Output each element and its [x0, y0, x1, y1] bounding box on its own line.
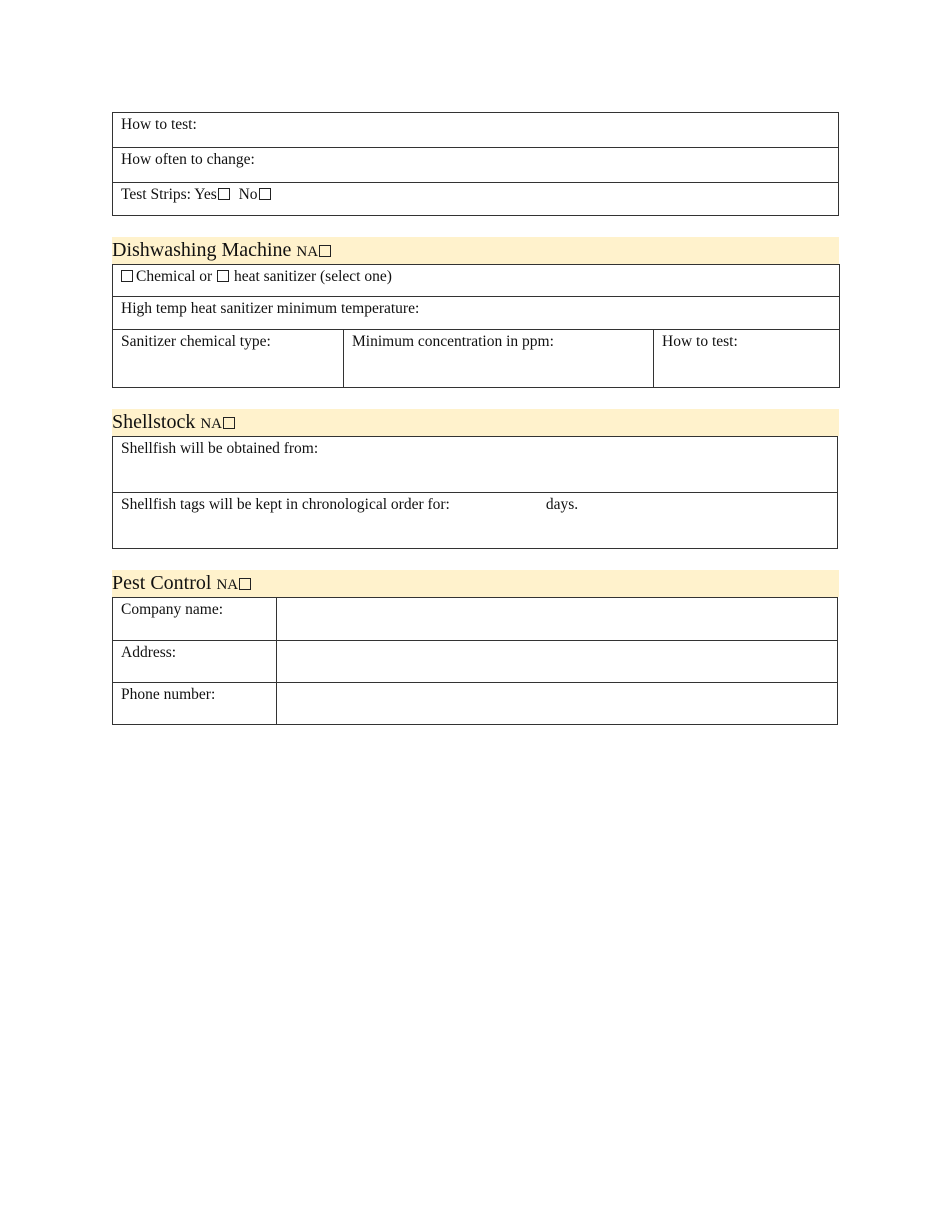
heat-label: heat sanitizer (select one) [233, 268, 392, 285]
chemical-label: Chemical or [136, 268, 213, 285]
dishwashing-heading [112, 237, 839, 264]
obtained-cell[interactable] [113, 437, 838, 493]
chem-type-label: Sanitizer chemical type: [121, 333, 271, 350]
shellstock-table [112, 436, 838, 549]
pest-control-heading [112, 570, 839, 597]
how-to-test-label: How to test: [121, 116, 197, 133]
company-label-cell [113, 598, 277, 641]
dishwashing-na-label: NA [296, 244, 319, 260]
high-temp-cell[interactable] [113, 297, 840, 330]
shellstock-heading [112, 409, 839, 436]
min-conc-cell[interactable] [344, 330, 654, 388]
sanitizer-select-cell [113, 265, 840, 297]
dishwashing-title: Dishwashing Machine [112, 239, 292, 261]
min-conc-label: Minimum concentration in ppm: [352, 333, 554, 350]
address-label-cell [113, 641, 277, 683]
address-label: Address: [121, 644, 177, 661]
pest-control-table [112, 597, 838, 725]
test-strips-label: Test Strips: Yes [121, 186, 217, 203]
phone-label: Phone number: [121, 686, 216, 703]
heat-checkbox[interactable] [217, 270, 229, 282]
company-label: Company name: [121, 601, 224, 618]
dish-how-to-test-cell[interactable] [654, 330, 840, 388]
shellstock-na-checkbox[interactable] [223, 417, 235, 429]
days-label: days. [545, 496, 579, 513]
dish-how-to-test-label: How to test: [662, 333, 738, 350]
how-often-label: How often to change: [121, 151, 255, 168]
phone-input-cell[interactable] [277, 683, 838, 725]
chemical-checkbox[interactable] [121, 270, 133, 282]
tags-cell[interactable] [113, 493, 838, 549]
shellstock-na-label: NA [200, 416, 223, 432]
address-input-cell[interactable] [277, 641, 838, 683]
sanitizer-test-table [112, 112, 839, 216]
how-to-test-cell[interactable] [113, 113, 839, 148]
company-input-cell[interactable] [277, 598, 838, 641]
dishwashing-na-checkbox[interactable] [319, 245, 331, 257]
dishwashing-table [112, 264, 840, 388]
yes-checkbox[interactable] [218, 188, 230, 200]
test-strips-cell [113, 183, 839, 216]
no-checkbox[interactable] [259, 188, 271, 200]
how-often-cell[interactable] [113, 148, 839, 183]
high-temp-label: High temp heat sanitizer minimum temperature: [121, 300, 420, 317]
pest-control-na-label: NA [216, 577, 239, 593]
phone-label-cell [113, 683, 277, 725]
obtained-label: Shellfish will be obtained from: [121, 440, 319, 457]
pest-control-title: Pest Control [112, 572, 212, 594]
shellstock-title: Shellstock [112, 411, 196, 433]
chem-type-cell[interactable] [113, 330, 344, 388]
no-label: No [238, 186, 258, 203]
tags-label: Shellfish tags will be kept in chronological order for: [121, 496, 450, 513]
pest-control-na-checkbox[interactable] [239, 578, 251, 590]
form-page [112, 112, 839, 725]
